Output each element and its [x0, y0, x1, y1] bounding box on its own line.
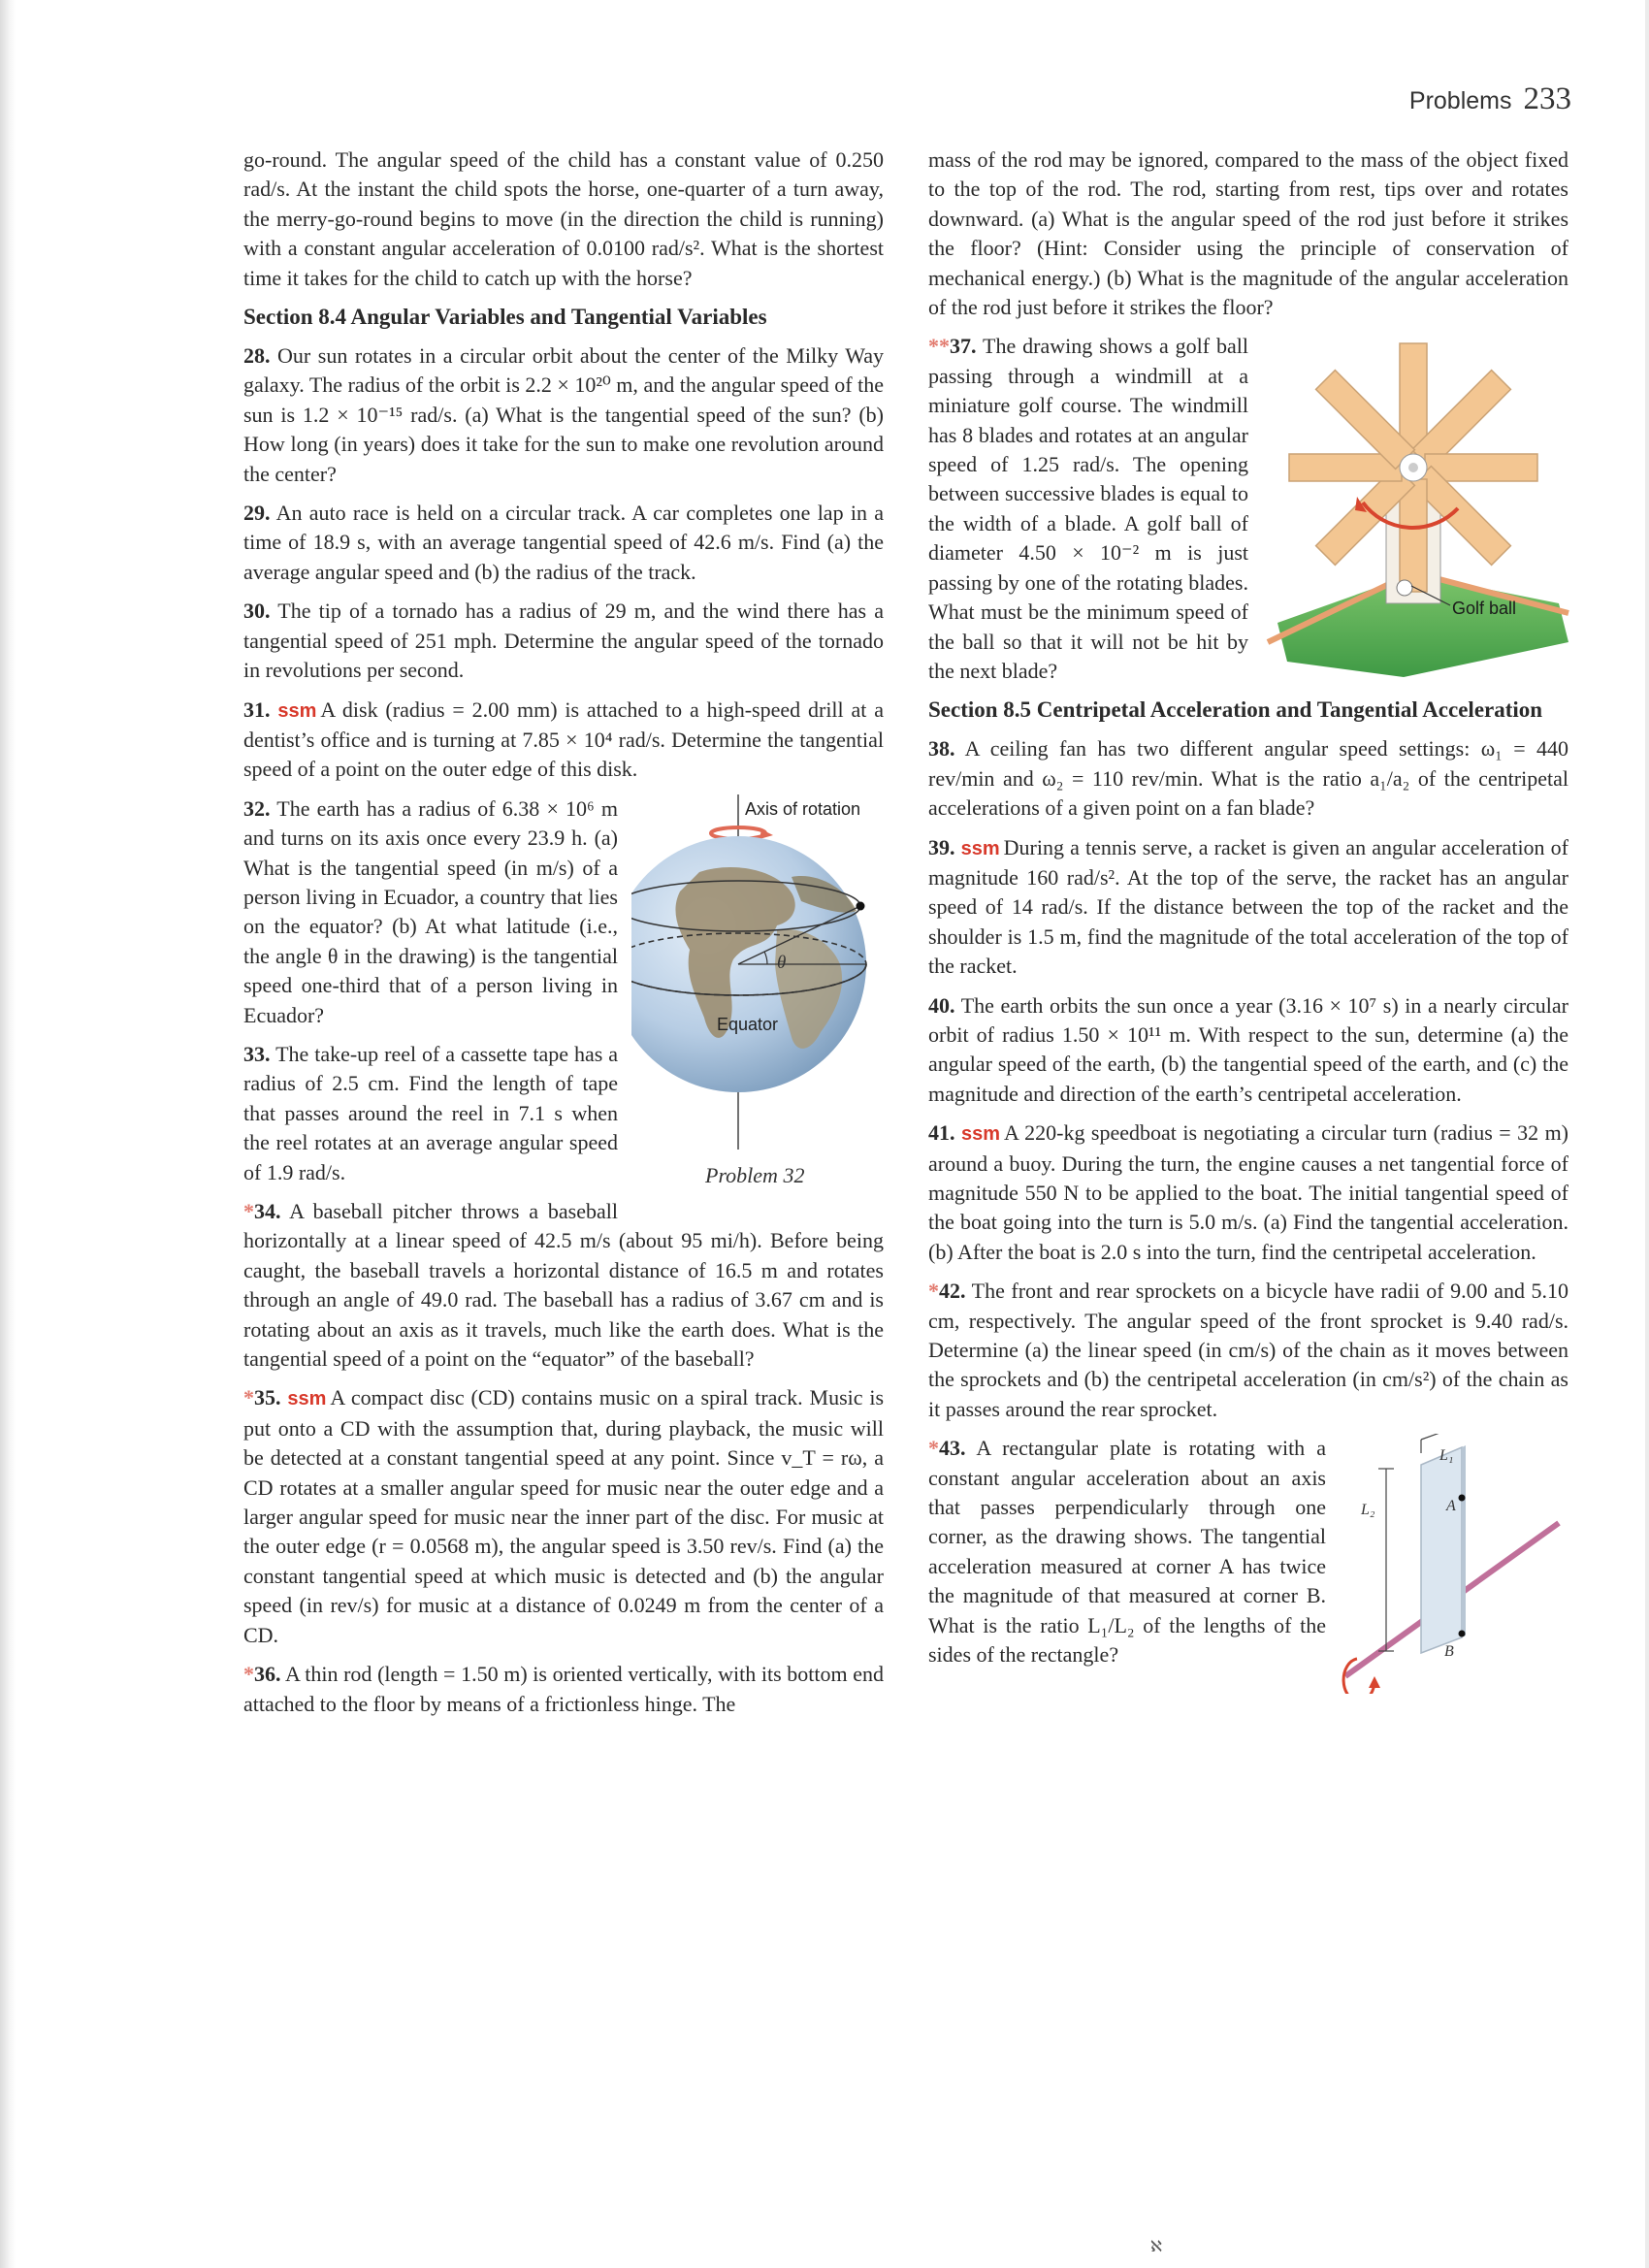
golf-ball-label: Golf ball [1452, 599, 1517, 619]
difficulty-star: * [243, 1199, 254, 1223]
axis-of-rotation-label: Axis of rotation [745, 798, 861, 819]
problem-number: 34. [254, 1199, 281, 1223]
problem-27-continued: go-round. The angular speed of the child has a constant value of 0.250 rad/s. At the instant the child spots the horse, one-quarter of a turn away, the merry-go-round begins to move (in the direction the child is running) with a constant angular acceleration of 0.0100 rad/s². What is the shortest time it takes for the child to catch up with the horse? [243, 147, 884, 290]
problem-31 [243, 696, 884, 785]
difficulty-star: ** [928, 334, 950, 359]
problem-28 [243, 341, 884, 489]
ssm-badge: ssm [960, 1123, 1000, 1146]
problem-number: 28. [243, 343, 271, 369]
equator-label: Equator [717, 1014, 779, 1034]
problem-text: A disk (radius = 2.00 mm) is attached to a high-speed drill at a dentist’s office and is turning at 7.85 × 10⁴ rad/s. Determine the tangential speed of a point on the outer edge of this disk. [243, 697, 884, 782]
problem-text: The drawing shows a golf ball passing through a windmill at a miniature golf course. The windmill has 8 blades and rotates at an angular speed of 1.25 rad/s. The opening between successive blades is equal to the width of a blade. A golf ball of diameter 4.50 × 10⁻² m is just passing by one of the rotating blades. What must be the minimum speed of the ball so that it will not be hit by the next blade? [928, 334, 1249, 683]
problem-number: 40. [928, 992, 955, 1018]
problem-42 [928, 1277, 1568, 1424]
problem-number: 31. [243, 697, 271, 722]
problem-number: 39. [928, 834, 955, 859]
difficulty-star: * [243, 1385, 254, 1410]
problem-number: 32. [243, 795, 271, 821]
ssm-badge: ssm [287, 1388, 327, 1410]
problem-number: 41. [928, 1120, 955, 1146]
problem-text: During a tennis serve, a racket is given an angular acceleration of magnitude 160 rad/s². At the top of the serve, the racket has an angular speed of 14 rad/s. If the distance between the top of the racket and the shoulder is 1.5 m, find the magnitude of the total acceleration of the top of the racket. [928, 834, 1569, 979]
ssm-badge: ssm [277, 699, 317, 722]
problem-text: A 220-kg speedboat is negotiating a circular turn (radius = 32 m) around a buoy. During the turn, the engine causes a net tangential force of magnitude 550 N to be applied to the boat. The initial tangential speed of the boat going into the turn is 5.0 m/s. (a) Find the tangential acceleration. (b) After the boat is 2.0 s into the turn, find the centripetal acceleration. [928, 1120, 1569, 1264]
figure-caption: Problem 32 [705, 1162, 805, 1187]
figure-problem-37-windmill [1258, 332, 1574, 677]
difficulty-star: * [928, 1279, 939, 1304]
page-edge [1645, 0, 1649, 2268]
problem-text: The take-up reel of a cassette tape has a radius of 2.5 cm. Find the length of tape that passes around the reel in 7.1 s when the reel rotates at an average angular speed of 1.9 rad/s. [243, 1041, 619, 1184]
section-name: Problems [1408, 87, 1512, 114]
problem-text: The earth has a radius of 6.38 × 10⁶ m and turns on its axis once every 23.9 h. (a) What is the tangential speed (in m/s) of a person living in Ecuador, a country that lies on the equator? (b) At what latitude (i.e., the angle θ in the drawing) is the tangential speed one-third that of a person living in Ecuador? [243, 795, 618, 1027]
problem-36-continued: mass of the rod may be ignored, compared to the mass of the object fixed to the top of the rod. The rod, starting from rest, tips over and rotates downward. (a) What is the angular speed of the rod just before it strikes the floor? (Hint: Consider using the principle of conservation of mechanical energy.) (b) What is the magnitude of the angular acceleration of the rod just before it strikes the floor? [928, 147, 1568, 320]
problem-number: 37. [950, 334, 977, 359]
problem-number: 38. [928, 736, 955, 761]
problem-text: The front and rear sprockets on a bicycle have radii of 9.00 and 5.10 cm, respectively. The angular speed of the front sprocket is 9.40 rad/s. Determine (a) the linear speed (in cm/s) of the chain as it moves between the sprockets and (b) the centripetal acceleration (in cm/s²) of the chain as it passes around the rear sprocket. [928, 1279, 1568, 1421]
problem-text: A compact disc (CD) contains music on a spiral track. Music is put onto a CD with the assumption that, during playback, the music will be detected at a constant tangential speed at any point. Since v_T = rω, a CD rotates at a smaller angular speed for music near the outer edge and a larger angular speed for music near the inner part of the disc. For music at the outer edge (r = 0.0568 m), the angular speed is 3.50 rev/s. Find (a) the constant tangential speed at which music is detected and (b) the angular speed (in rev/s) for music at a distance of 0.0249 m from the center of a CD. [243, 1385, 885, 1647]
problem-41 [928, 1118, 1568, 1267]
l2-label: L₂ [1361, 1502, 1375, 1519]
problem-text: The tip of a tornado has a radius of 29 m, and the wind there has a tangential speed of 251 mph. Determine the angular speed of the tornado in revolutions per second. [243, 599, 884, 683]
page-number: 233 [1523, 81, 1571, 116]
l1-label: L₁ [1439, 1447, 1454, 1465]
windmill-illustration [1258, 332, 1574, 677]
problem-30 [243, 597, 884, 685]
section-heading-8-5: Section 8.5 Centripetal Acceleration and Tangential Acceleration [928, 697, 1543, 723]
problem-38 [928, 734, 1568, 823]
problem-text: An auto race is held on a circular track. A car completes one lap in a time of 18.9 s, with an average tangential speed of 42.6 m/s. Find (a) the average angular speed and (b) the radius of the track. [243, 501, 884, 584]
figure-problem-32-globe [631, 794, 884, 1208]
problem-number: 33. [243, 1041, 271, 1066]
problem-text: Our sun rotates in a circular orbit about the center of the Milky Way galaxy. The radius of the orbit is 2.2 × 10²⁰ m, and the angular speed of the sun is 1.2 × 10⁻¹⁵ rad/s. (a) What is the tangential speed of the sun? (b) How long (in years) does it take for the sun to make one revolution around the center? [243, 343, 884, 486]
problem-40 [928, 991, 1568, 1110]
ssm-badge: ssm [960, 837, 1000, 859]
footer-mark: ℵ [1150, 2239, 1162, 2255]
problem-35 [243, 1383, 884, 1650]
globe-illustration [631, 794, 884, 1208]
problem-34 [243, 1197, 884, 1374]
figure-problem-43-plate [1336, 1434, 1568, 1694]
page-binding-shadow [0, 0, 16, 2268]
corner-b-label: B [1444, 1643, 1454, 1661]
problem-39 [928, 833, 1568, 982]
problem-number: 29. [243, 501, 271, 526]
problem-number: 43. [939, 1436, 966, 1461]
corner-a-label: A [1446, 1498, 1456, 1515]
problem-text: A baseball pitcher throws a baseball horizontally at a linear speed of 42.5 m/s (about 95 mi/h). Before being caught, the baseball travels a horizontal distance of 16.5 m and rotates through an angle of 49.0 rad. The baseball has a radius of 3.67 cm and is rotating about an axis as it travels, much like the earth does. What is the tangential speed of a point on the “equator” of the baseball? [243, 1199, 884, 1372]
problem-number: 42. [939, 1279, 966, 1304]
problem-text: A thin rod (length = 1.50 m) is oriented vertically, with its bottom end attached to the floor by means of a frictionless hinge. The [243, 1662, 885, 1716]
problem-number: 35. [254, 1385, 281, 1410]
problem-text: A rectangular plate is rotating with a constant angular acceleration about an axis that passes perpendicularly through one corner, as the drawing shows. The tangential acceleration measured at corner A has twice the magnitude of that measured at corner B. What is the ratio L₁/L₂ of the lengths of the sides of the rectangle? [928, 1436, 1326, 1668]
problem-36 [243, 1660, 884, 1719]
running-head [1409, 81, 1571, 117]
problem-number: 36. [254, 1662, 281, 1687]
problem-number: 30. [243, 599, 271, 624]
problem-29 [243, 499, 884, 587]
theta-label: θ [777, 952, 787, 973]
difficulty-star: * [243, 1662, 254, 1687]
difficulty-star: * [928, 1436, 939, 1461]
section-heading-8-4: Section 8.4 Angular Variables and Tangential Variables [243, 305, 767, 330]
problem-text: The earth orbits the sun once a year (3.16 × 10⁷ s) in a nearly circular orbit of radius 1.50 × 10¹¹ m. With respect to the sun, determine (a) the angular speed of the earth, (b) the tangential speed of the earth, and (c) the magnitude and direction of the earth’s centripetal acceleration. [928, 992, 1568, 1106]
problem-text: A ceiling fan has two different angular speed settings: ω₁ = 440 rev/min and ω₂ = 110 rev/min. What is the ratio a₁/a₂ of the centripetal accelerations of a given point on a fan blade? [928, 736, 1568, 821]
right-column [928, 146, 1568, 1696]
left-column [243, 146, 884, 1729]
